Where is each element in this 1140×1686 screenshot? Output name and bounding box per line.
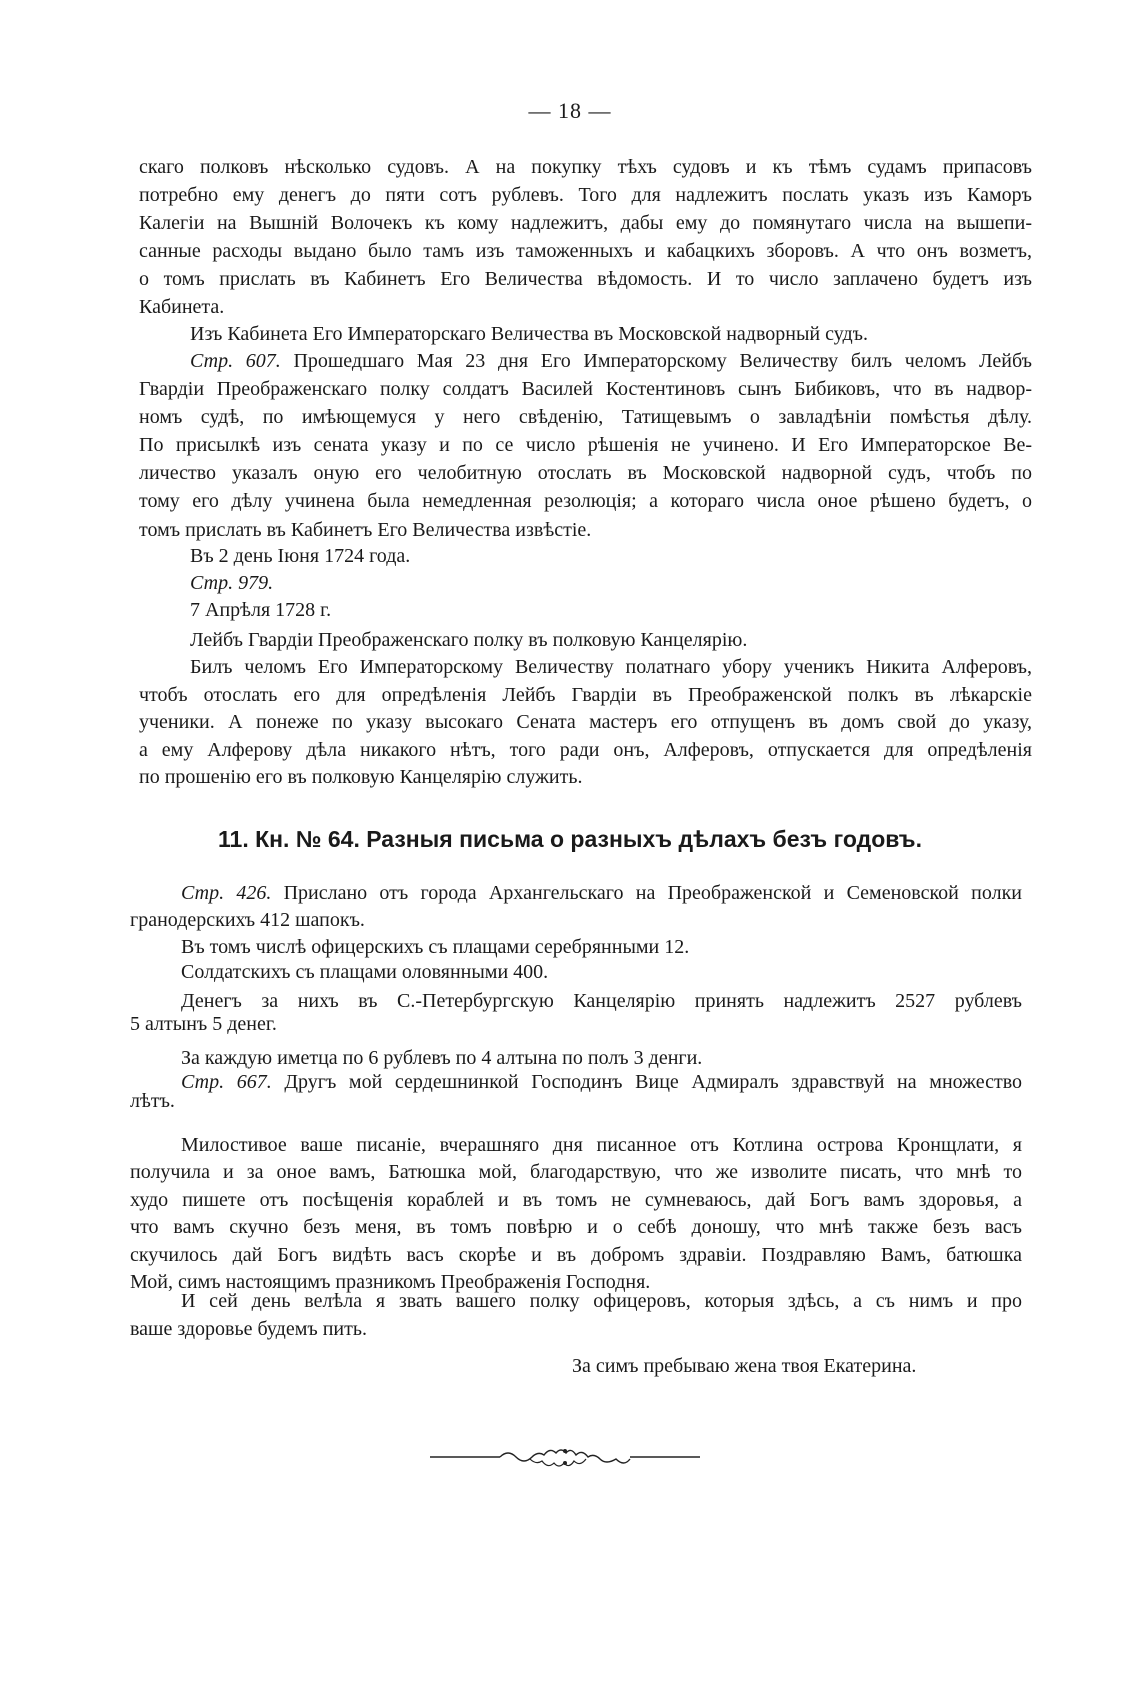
text-line: тому его дѣлу учинена была немедленная резолюція; а котораго числа оное рѣшено будетъ, о [139, 490, 1032, 513]
text-line: личество указалъ оную его челобитную отослать въ Московской надворной судъ, чтобъ по [139, 462, 1032, 485]
text-line: Солдатскихъ съ плащами оловянными 400. [181, 961, 549, 983]
text-line: Милостивое ваше писаніе, вчерашняго дня писанное отъ Котлина острова Кронщлати, я [181, 1134, 1022, 1156]
text-line: скаго полковъ нѣсколько судовъ. А на покупку тѣхъ судовъ и къ тѣмъ судамъ припасовъ [139, 156, 1032, 178]
page-reference: Стр. 667. [181, 1071, 272, 1093]
paragraph [130, 1132, 1022, 1296]
text-line: Билъ челомъ Его Императорскому Величеству полатнаго убору ученикъ Никита Алферовъ, [190, 656, 1032, 678]
text-line: Кабинета. [139, 296, 225, 318]
text-line: потребно ему денегъ до пяти сотъ рублевъ. Того для надлежитъ послать указъ изъ Каморъ [139, 184, 1032, 206]
text-line: Стр. 426. Прислано отъ города Архангельскаго на Преображенской и Семеновской полки [181, 882, 1022, 904]
paragraph [139, 654, 1032, 792]
text-line: Мой, симъ настоящимъ празникомъ Преображенія Господня. [130, 1270, 651, 1293]
letter-signature: За симъ пребываю жена твоя Екатерина. [572, 1355, 917, 1377]
text-line: Лейбъ Гвардіи Преображенскаго полку въ полковую Канцелярію. [190, 629, 748, 651]
page-reference: Стр. 426. [181, 882, 272, 904]
paragraph [130, 880, 1022, 933]
text-line: И сей день велѣла я звать вашего полку офицеровъ, которыя здѣсь, а съ нимъ и про [181, 1290, 1022, 1312]
text-line: чтобъ отослать его для опредѣленія Лейбъ Гвардіи въ Преображенской полкъ въ лѣкарскіе [139, 683, 1032, 706]
paragraph [130, 990, 1022, 1036]
text-line: По присылкѣ изъ сената указу и по се число рѣшенія не учинено. И Его Императорское Ве- [139, 434, 1032, 457]
text-line: Стр. 607. Прошедшаго Мая 23 дня Его Императорскому Величеству билъ челомъ Лейбъ [190, 350, 1032, 372]
text-line: Гвардіи Преображенскаго полку солдатъ Василей Костентиновъ сынъ Бибиковъ, что въ надвор- [139, 378, 1032, 401]
text-line: томъ прислать въ Кабинетъ Его Величества извѣстіе. [139, 518, 592, 541]
text-line: Въ 2 день Іюня 1724 года. [190, 545, 411, 567]
text-line: по прошенію его въ полковую Канцелярію служить. [139, 766, 583, 788]
paragraph [130, 934, 1022, 960]
paragraph [139, 153, 1032, 321]
paragraph [139, 320, 1032, 348]
paragraph [139, 347, 1032, 544]
paragraph [130, 1045, 1022, 1071]
text-line: Денегъ за нихъ въ С.-Петербургскую Канцелярію принять надлежитъ 2527 рублевъ [181, 990, 1022, 1012]
text-line: ученики. А понеже по указу высокаго Сената мастеръ его отпущенъ въ домъ свой до указу, [139, 711, 1032, 733]
text-line [139, 569, 1032, 597]
text-line: 7 Апрѣля 1728 г. [190, 599, 332, 621]
text-line: скучилось дай Богъ видѣть васъ скорѣе и въ добромъ здравіи. Поздравляю Вамъ, батюшка [130, 1243, 1022, 1266]
text-line: Калегіи на Вышній Волочекъ къ кому надлежитъ, дабы ему до помянутаго числа на вышепи- [139, 212, 1032, 234]
paragraph [139, 626, 1032, 654]
paragraph [130, 959, 1022, 985]
text-line: о томъ прислать въ Кабинетъ Его Величества вѣдомость. И то число заплачено будетъ изъ [139, 268, 1032, 290]
text-line: Изъ Кабинета Его Императорскаго Величества въ Московской надворный судъ. [190, 323, 868, 345]
text-line: 5 алтынъ 5 денег. [130, 1013, 277, 1035]
section-heading: 11. Кн. № 64. Разныя письма о разныхъ дѣлахъ безъ годовъ. [218, 826, 922, 852]
paragraph [139, 569, 1032, 597]
paragraph [139, 542, 1032, 570]
text-line: гранодерскихъ 412 шапокъ. [130, 908, 365, 931]
text-line: что вамъ скучно безъ меня, въ томъ повѣрю и о себѣ доношу, что мнѣ также безъ васъ [130, 1216, 1022, 1239]
paragraph [130, 1073, 1022, 1111]
paragraph [139, 596, 1032, 624]
text-line: За каждую иметца по 6 рублевъ по 4 алтына по полъ 3 денги. [181, 1047, 703, 1069]
text-line: санные расходы выдано было тамъ изъ таможенныхъ и кабацкихъ зборовъ. А что онъ возметъ, [139, 240, 1032, 262]
paragraph [130, 1287, 1022, 1343]
text-line: худо пишете отъ посѣщенія кораблей и въ томъ не сумневаюсь, дай Богъ вамъ здоровья, а [130, 1188, 1022, 1211]
ornament-divider-icon [430, 1445, 700, 1469]
page-reference: Стр. 607. [190, 350, 281, 372]
text-line: лѣтъ. [130, 1090, 175, 1112]
text-line: ваше здоровье будемъ пить. [130, 1318, 367, 1340]
page-number: — 18 — [528, 98, 612, 123]
text-line: номъ судѣ, по имѣющемуся у него свѣденію, Татищевымъ о завладѣніи помѣстья дѣлу. [139, 406, 1032, 429]
text-line: Стр. 667. Другъ мой сердешнинкой Господинъ Вице Адмиралъ здравствуй на множество [181, 1071, 1022, 1093]
text-line: получила и за оное вамъ, Батюшка мой, благодарствую, что же изволите писать, что мнѣ то [130, 1161, 1022, 1184]
text-line: а ему Алферову дѣла никакого нѣтъ, того ради онъ, Алферовъ, отпускается для опредѣленія [139, 738, 1032, 761]
page-reference: Стр. 979. [190, 572, 274, 594]
text-line: Въ томъ числѣ офицерскихъ съ плащами серебрянными 12. [181, 936, 690, 958]
